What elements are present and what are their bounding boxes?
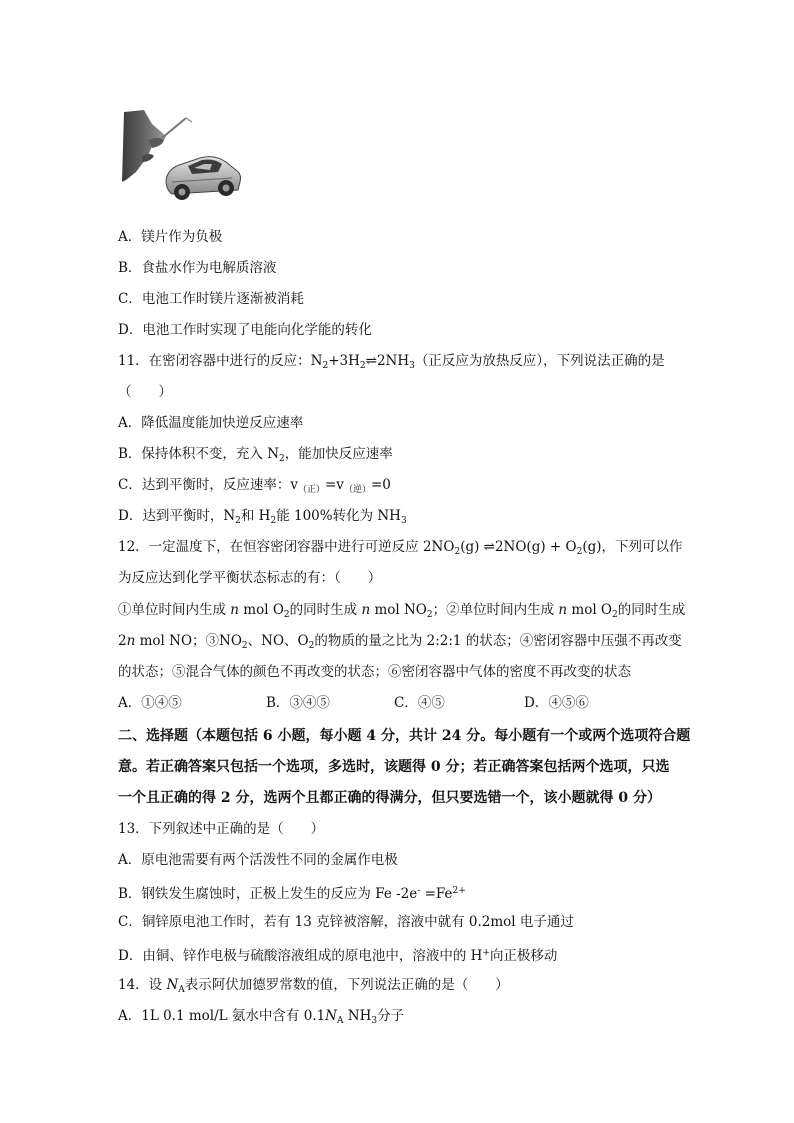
q11-option-a: A．降低温度能加快逆反应速率	[118, 415, 304, 431]
section2-heading-line1: 二、选择题（本题包括 6 小题，每小题 4 分，共计 24 分。每小题有一个或两个选项符合题	[118, 728, 691, 744]
q12-condition-line3: 的状态；⑤混合气体的颜色不再改变的状态；⑥密闭容器中气体的密度不再改变的状态	[118, 664, 631, 680]
q14-option-a: A．1L 0.1 mol/L 氨水中含有 $0.1N_A$ $NH_3$分子	[118, 1008, 405, 1026]
section2-heading-line3: 一个且正确的得 2 分，选两个且都正确的得满分，但只要选错一个，该小题就得 0 分）	[118, 790, 661, 806]
q12-condition-line2: 2n mol NO；$③NO_2$、NO、$O_2$的物质的量之比为 2:2:1 的状态；④密闭容器中压强不再改变	[118, 633, 682, 651]
q10-option-a: A．镁片作为负极	[118, 229, 223, 245]
q12-condition-line1: ①单位时间内生成 n mol $O_2$的同时生成 n mol $NO_2$；②单位时间内生成 n mol $O_2$的同时生成	[118, 602, 686, 620]
q13-option-c: C．铜锌原电池工作时，若有 13 克锌被溶解，溶液中就有 0.2mol 电子通过	[118, 914, 574, 930]
q12-option-c: C．④⑤	[394, 695, 445, 711]
q11-option-c: C．达到平衡时，反应速率：$v_{(正)}=v_{(逆)}=0$	[118, 477, 391, 495]
q13-option-b: B．钢铁发生腐蚀时，正极上发生的反应为 Fe $-2e^- =Fe^{2+}$	[118, 886, 466, 902]
q12-option-b: B．③④⑤	[266, 695, 330, 711]
q11-option-b: B．保持体积不变，充入 $N_2$，能加快反应速率	[118, 446, 393, 464]
q12-option-a: A．①④⑤	[118, 695, 182, 711]
q12-option-d: D．④⑤⑥	[524, 695, 589, 711]
q11-stem: 11．在密闭容器中进行的反应：$N_2+3H_2\rightleftharpoons 2NH_3$（正反应为放热反应），下列说法正确的是	[118, 353, 665, 371]
q13-option-d: D．由铜、锌作电极与硫酸溶液组成的原电池中，溶液中的 H+向正极移动	[118, 948, 558, 964]
q10-option-d: D．电池工作时实现了电能向化学能的转化	[118, 322, 372, 338]
magnesium-car-figure	[122, 110, 246, 204]
q12-stem-line2: 为反应达到化学平衡状态标志的有：（ ）	[118, 570, 382, 586]
q14-stem: 14．设 $N_A$表示阿伏加德罗常数的值，下列说法正确的是（ ）	[118, 977, 509, 995]
q10-option-b: B．食盐水作为电解质溶液	[118, 260, 277, 276]
q13-stem: 13．下列叙述中正确的是（ ）	[118, 821, 325, 837]
q10-option-c: C．电池工作时镁片逐渐被消耗	[118, 291, 304, 307]
q11-option-d: D．达到平衡时，$N_2$和 $H_2$能 100%转化为 $NH_3$	[118, 508, 407, 526]
section2-heading-line2: 意。若正确答案只包括一个选项，多选时，该题得 0 分；若正确答案包括两个选项，只选	[118, 759, 670, 775]
q13-option-a: A．原电池需要有两个活泼性不同的金属作电极	[118, 852, 398, 868]
q11-answer-paren: （ ）	[118, 384, 172, 400]
q12-stem-line1: 12．一定温度下，在恒容密闭容器中进行可逆反应 $2NO_2(g)$ ⇌2NO(g) + $O_2(g)$，下列可以作	[118, 539, 683, 557]
q12-options	[118, 693, 688, 713]
